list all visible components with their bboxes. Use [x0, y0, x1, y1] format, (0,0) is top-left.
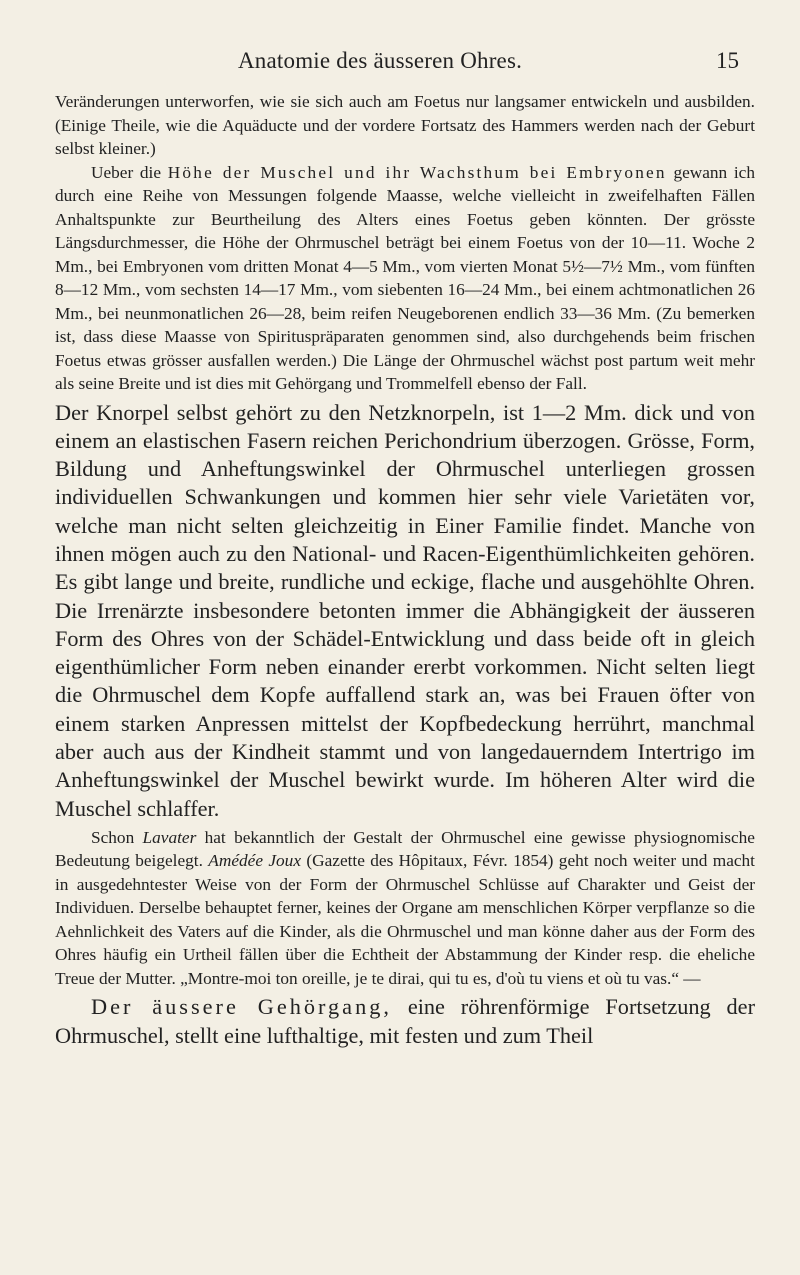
page-number: 15: [716, 48, 739, 73]
paragraph-4-a: Schon: [91, 827, 135, 847]
paragraph-5: [55, 993, 755, 1050]
running-header: [0, 48, 800, 84]
author-joux: Amédée Joux: [208, 851, 301, 871]
paragraph-2-text: gewann ich durch eine Reihe von Messungen folgende Maasse, welche vielleicht in zweifelhaften Fällen Anhaltspunkte zur Beurtheilung des Alters eines Foetus geben könnten. Der grösste Längsdurchmesser, die Höhe der Ohrmuschel beträgt bei einem Foetus von der 10—11. Woche 2 Mm., bei Embryonen vom dritten Monat 4—5 Mm., vom vierten Monat 5½—7½ Mm., vom fünften 8—12 Mm., vom sechsten 14—17 Mm., vom siebenten 16—24 Mm., bei einem achtmonatlichen 26 Mm., bei neunmonatlichen 26—28, beim reifen Neugeborenen endlich 33—36 Mm. (Zu bemerken ist, dass diese Maasse von Spirituspräparaten genommen sind, also durchgehends beim frischen Foetus etwas grösser ausfallen werden.) Die Länge der Ohrmuschel wächst post partum weit mehr als seine Breite und ist dies mit Gehörgang und Trommelfell ebenso der Fall.: [55, 162, 755, 393]
paragraph-3: Der Knorpel selbst gehört zu den Netzknorpeln, ist 1—2 Mm. dick und von einem an elastischen Fasern reichen Perichondrium überzogen. Grösse, Form, Bildung und Anheftungswinkel der Ohrmuschel unterliegen grossen individuellen Schwankungen und kommen hier sehr viele Varietäten vor, welche man nicht selten gleichzeitig in Einer Familie findet. Manche von ihnen mögen auch zu den National- und Racen-Eigenthümlichkeiten gehören. Es gibt lange und breite, rundliche und eckige, flache und ausgehöhlte Ohren. Die Irrenärzte insbesondere betonten immer die Abhängigkeit der äusseren Form des Ohres von der Schädel-Entwicklung und dass beide oft in gleich eigenthümlicher Form neben einander ererbt vorkommen. Nicht selten liegt die Ohrmuschel dem Kopfe auffallend stark an, was bei Frauen öfter von einem starken Anpressen mittelst der Kopfbedeckung herrührt, manchmal aber auch aus der Kindheit stammt und von langedauerndem Intertrigo im Anheftungswinkel der Muschel bewirkt wurde. Im höheren Alter wird die Muschel schlaffer.: [55, 399, 755, 821]
paragraph-1: Veränderungen unterworfen, wie sie sich auch am Foetus nur langsamer entwickeln und ausbilden. (Einige Theile, wie die Aquäducte und der vordere Fortsatz des Hammers werden nach der Geburt selbst kleiner.): [55, 92, 755, 158]
paragraph-2-lead: Ueber die: [91, 162, 162, 182]
section-term: Der äussere Gehörgang,: [91, 994, 392, 1020]
paragraph-4: [55, 826, 755, 991]
page-body: [55, 90, 755, 1050]
paragraph-5-text: eine röhrenförmige Fortsetzung der Ohrmuschel, stellt eine lufthaltige, mit festen und zum Theil: [55, 994, 755, 1048]
paragraph-2: [55, 161, 755, 396]
header-title: Anatomie des äusseren Ohres.: [238, 48, 523, 73]
paragraph-4-c: (Gazette des Hôpitaux, Févr. 1854) geht noch weiter und macht in ausgedehntester Weise von der Form der Ohrmuschel Schlüsse auf Charakter und Geist der Individuen. Derselbe behauptet ferner, keines der Organe am menschlichen Körper verpflanze so die Aehnlichkeit des Vaters auf die Kinder, als die Ohrmuschel und man könne daher aus der Form des Ohres häufig ein Urtheil fällen über die Echtheit der Abstammung der Kinder resp. die eheliche Treue der Mutter. „Montre-moi ton oreille, je te dirai, qui tu es, d'où tu viens et où tu vas.“ —: [55, 851, 755, 988]
paragraph-2-emphasis: Höhe der Muschel und ihr Wachsthum bei Embryonen: [167, 162, 667, 182]
author-lavater: Lavater: [142, 827, 197, 847]
paragraph-4-b: hat bekanntlich der Gestalt der Ohrmuschel eine gewisse physiognomische Bedeutung beigelegt.: [55, 827, 755, 871]
